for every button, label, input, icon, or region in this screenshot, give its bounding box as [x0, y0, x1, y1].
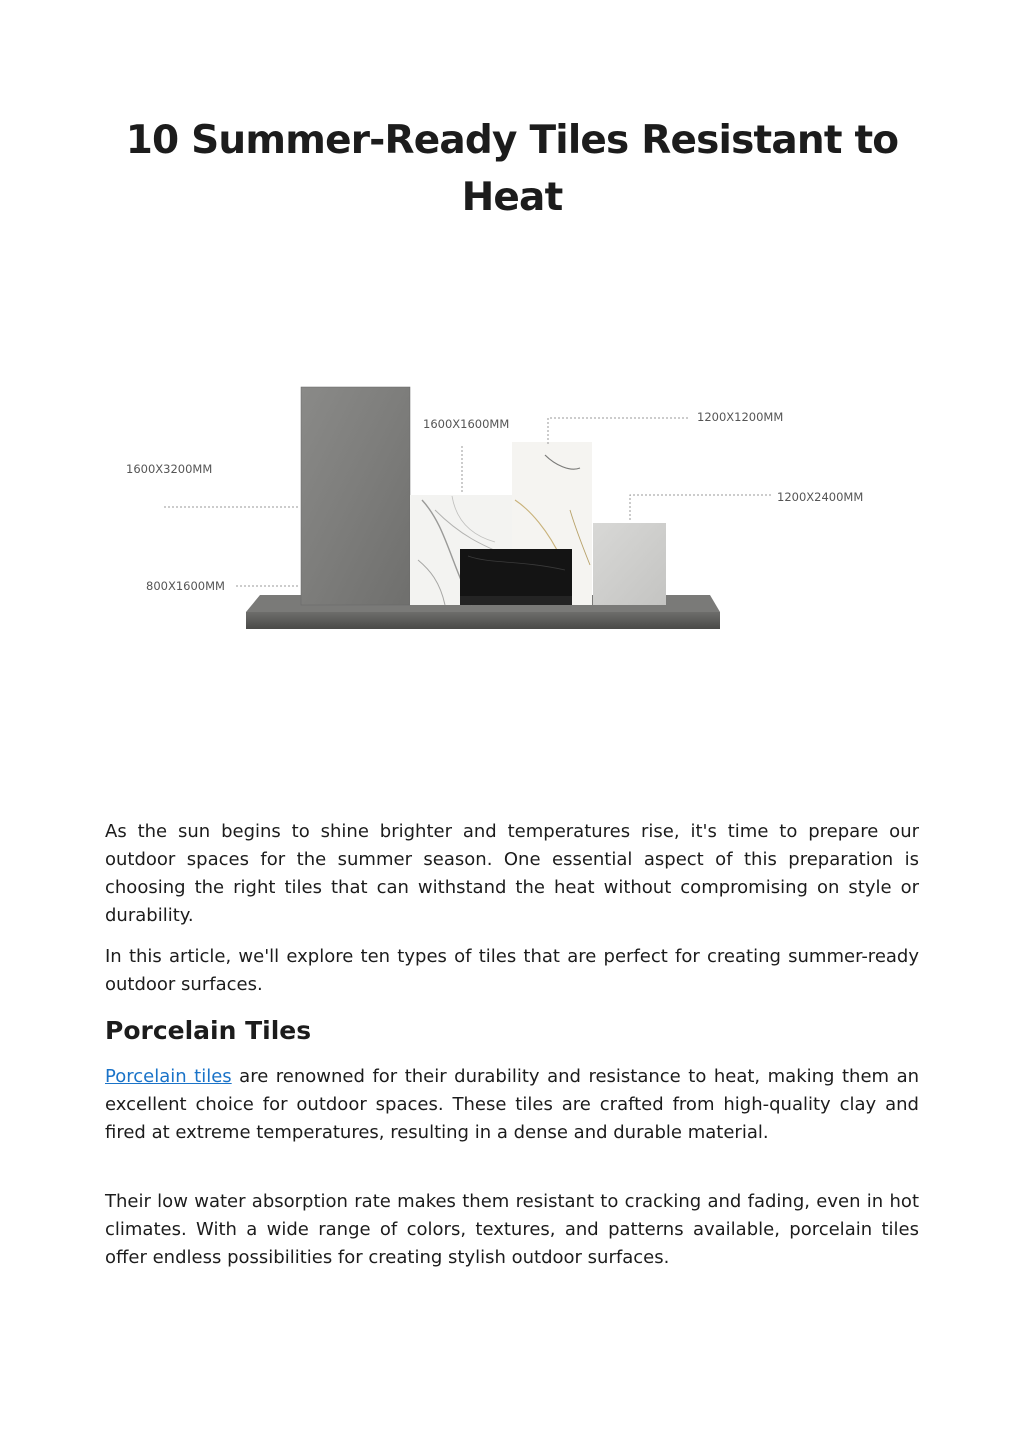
tile-sizes-figure: [100, 360, 924, 660]
intro-paragraph-2: In this article, we'll explore ten types of tiles that are perfect for creating summer-ready outdoor surfaces.: [105, 946, 919, 995]
intro-paragraph-1: As the sun begins to shine brighter and temperatures rise, it's time to prepare our outdoor spaces for the summer season. One essential aspect of this preparation is choosing the right tiles that can withstand the heat without compromising on style or durability.: [105, 821, 919, 926]
section-heading-porcelain: Porcelain Tiles: [105, 1016, 312, 1045]
tile-1200x2400: [593, 523, 666, 605]
label-1600x1600: 1600X1600MM: [423, 417, 510, 431]
label-1200x1200: 1200X1200MM: [697, 410, 784, 424]
porcelain-paragraph-2: Their low water absorption rate makes them resistant to cracking and fading, even in hot climates. With a wide range of colors, textures, and patterns available, porcelain tiles offer endless possibilities for creating stylish outdoor surfaces.: [105, 1191, 919, 1268]
porcelain-paragraph-1: [105, 1063, 919, 1147]
label-1200x2400: 1200X2400MM: [777, 490, 864, 504]
tile-sizes-illustration: [100, 360, 924, 660]
tile-1600x3200: [301, 387, 410, 605]
label-1600x3200: 1600X3200MM: [126, 462, 213, 476]
base-platform-front: [246, 612, 720, 629]
porcelain-paragraph-1-text: are renowned for their durability and resistance to heat, making them an excellent choice for outdoor spaces. These tiles are crafted from high-quality clay and fired at extreme temperatures, resulting in a dense and durable material.: [105, 1066, 920, 1143]
porcelain-tiles-link[interactable]: Porcelain tiles: [105, 1066, 232, 1087]
label-800x1600: 800X1600MM: [146, 579, 225, 593]
page-title: 10 Summer-Ready Tiles Resistant to Heat: [125, 118, 899, 220]
